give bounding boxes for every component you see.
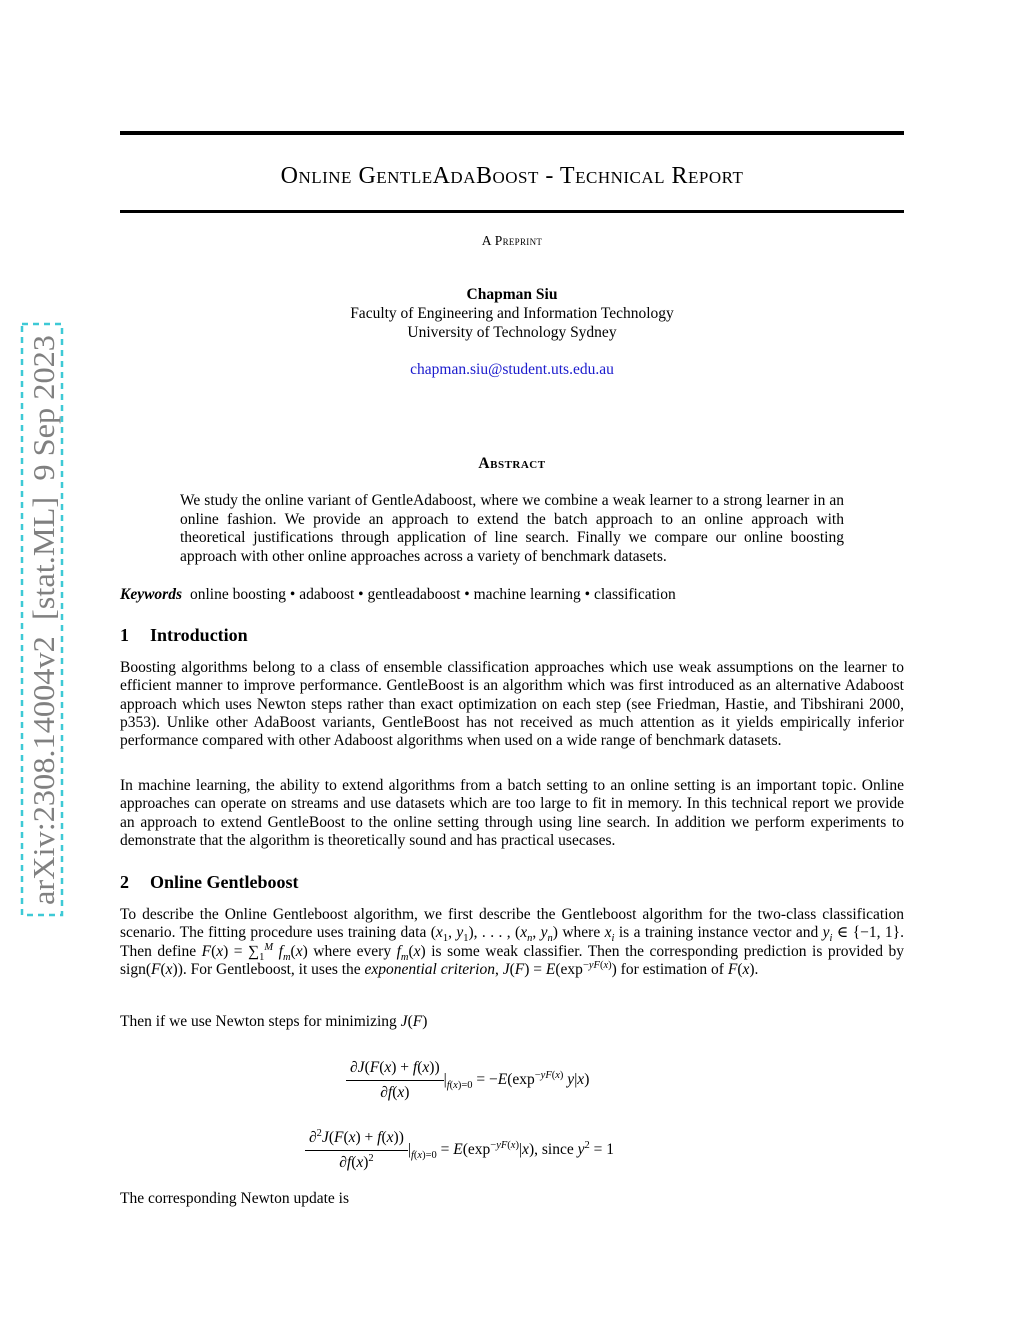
preprint-label: A Preprint [481,233,543,248]
section-title: Introduction [150,625,248,645]
math-Fx: F(x) [151,960,178,978]
intro-paragraph-1: Boosting algorithms belong to a class of ensemble classification approaches which use weak assumptions on the learner to efficient manner to improve performance. GentleBoost is an algorithm which was first introduced as an alternative Adaboost approach which uses Newton steps rather than exact optimization on each step (see Friedman, Hastie, and Tibshirani 2000, p353). Unlike other AdaBoost variants, GentleBoost has not received as much attention as it yields empirically inferior performance compared with other Adaboost algorithms when used on a wide range of benchmark datasets. [120,659,904,750]
author-affiliation-faculty: Faculty of Engineering and Information Technology [350,305,674,322]
section-number: 1 [120,625,129,645]
math-exp-criterion: $J(F) = E(\exp^{-yF(x)})$ [502,959,617,978]
arxiv-id-text: arXiv:2308.14004v2 [stat.ML] 9 Sep 2023 [27,367,61,905]
author-block [120,285,904,379]
arxiv-identifier-stamp [20,322,64,917]
author-email-link[interactable]: chapman.siu@student.uts.edu.au [410,361,614,378]
math-xi: $x_i$ [604,924,615,945]
paper-title: Online GentleAdaBoost - Technical Report [280,163,744,189]
online-paragraph-3: The corresponding Newton update is [120,1190,349,1207]
title-rule-top [120,131,904,135]
section-number: 2 [120,872,129,892]
intro-paragraph-2: In machine learning, the ability to extend algorithms from a batch setting to an online setting is an important topic. Online approaches can operate on streams and use datasets which are too large to fit in memory. In this technical report we provide an approach to extend GentleBoost to the online setting through using line search. In addition we perform experiments to demonstrate that the algorithm is theoretically sound and has practical usecases. [120,777,904,849]
math-fm: $f_m(x)$ [396,942,426,963]
title-rule-bottom [120,210,904,213]
equation-first-derivative: $\frac{\partial J(F(x) + f(x))}{\partial f(x)}$ $|_{f(x)=0} = -E(\exp^{-yF(x)}$ y|x) [346,1058,589,1103]
equation-second-derivative: $\frac{\partial^2J(F(x) + f(x))}{\partial f(x)^2}$ $|_{f(x)=0} = E(\exp^{-yF(x)}|x)$, since $y^2 = 1$ [305,1128,614,1173]
author-affiliation-university: University of Technology Sydney [407,324,617,341]
math-JF: J(F) [400,1013,428,1030]
math-sum-def: $F(x) = \sum_1^M$ $f_m(x)$ [201,941,308,963]
math-yi-set: $y_i$ ∈ {−1, 1} [822,924,901,945]
math-Fx: F(x) [727,960,755,978]
section-title: Online Gentleboost [150,872,299,892]
online-paragraph-2: Then if we use Newton steps for minimizing J(F) [120,1013,428,1030]
section-heading-online-gentleboost [120,871,299,893]
keywords-label: Keywords [120,586,182,603]
section-heading-introduction [120,624,248,646]
abstract-text: We study the online variant of GentleAdaboost, where we combine a weak learner to a strong learner in an online fashion. We provide an approach to extend the batch approach to an online approach with theoretical justifications through application of line search. Finally we compare our online boosting approach with other online approaches across a variety of benchmark datasets. [180,492,844,565]
keywords-line [120,585,904,604]
online-paragraph-1: To describe the Online Gentleboost algorithm, we first describe the Gentleboost algorithm for the two-class classification scenario. The fitting procedure uses training data ($x_1$, $y_1$), . . . , ($x_n$, $y_n$) where $x_i$ is a training instance vector and $y_i$ ∈ {−1, 1}. Then define $F(x) = \sum_1^M$ $f_m(x)$ where every $f_m(x)$ is some weak classifier. Then the corresponding prediction is provided by sign(F(x)). For Gentleboost, it uses the exponential criterion, $J(F) = E(\exp^{-yF(x)})$ for estimation of F(x). [120,906,904,978]
abstract-heading: Abstract [478,455,546,472]
math-training-data: ($x_1$, $y_1$), . . . , ($x_n$, $y_n$) [430,924,558,945]
author-name: Chapman Siu [466,286,558,303]
keywords-list: online boosting • adaboost • gentleadaboost • machine learning • classification [190,586,676,603]
